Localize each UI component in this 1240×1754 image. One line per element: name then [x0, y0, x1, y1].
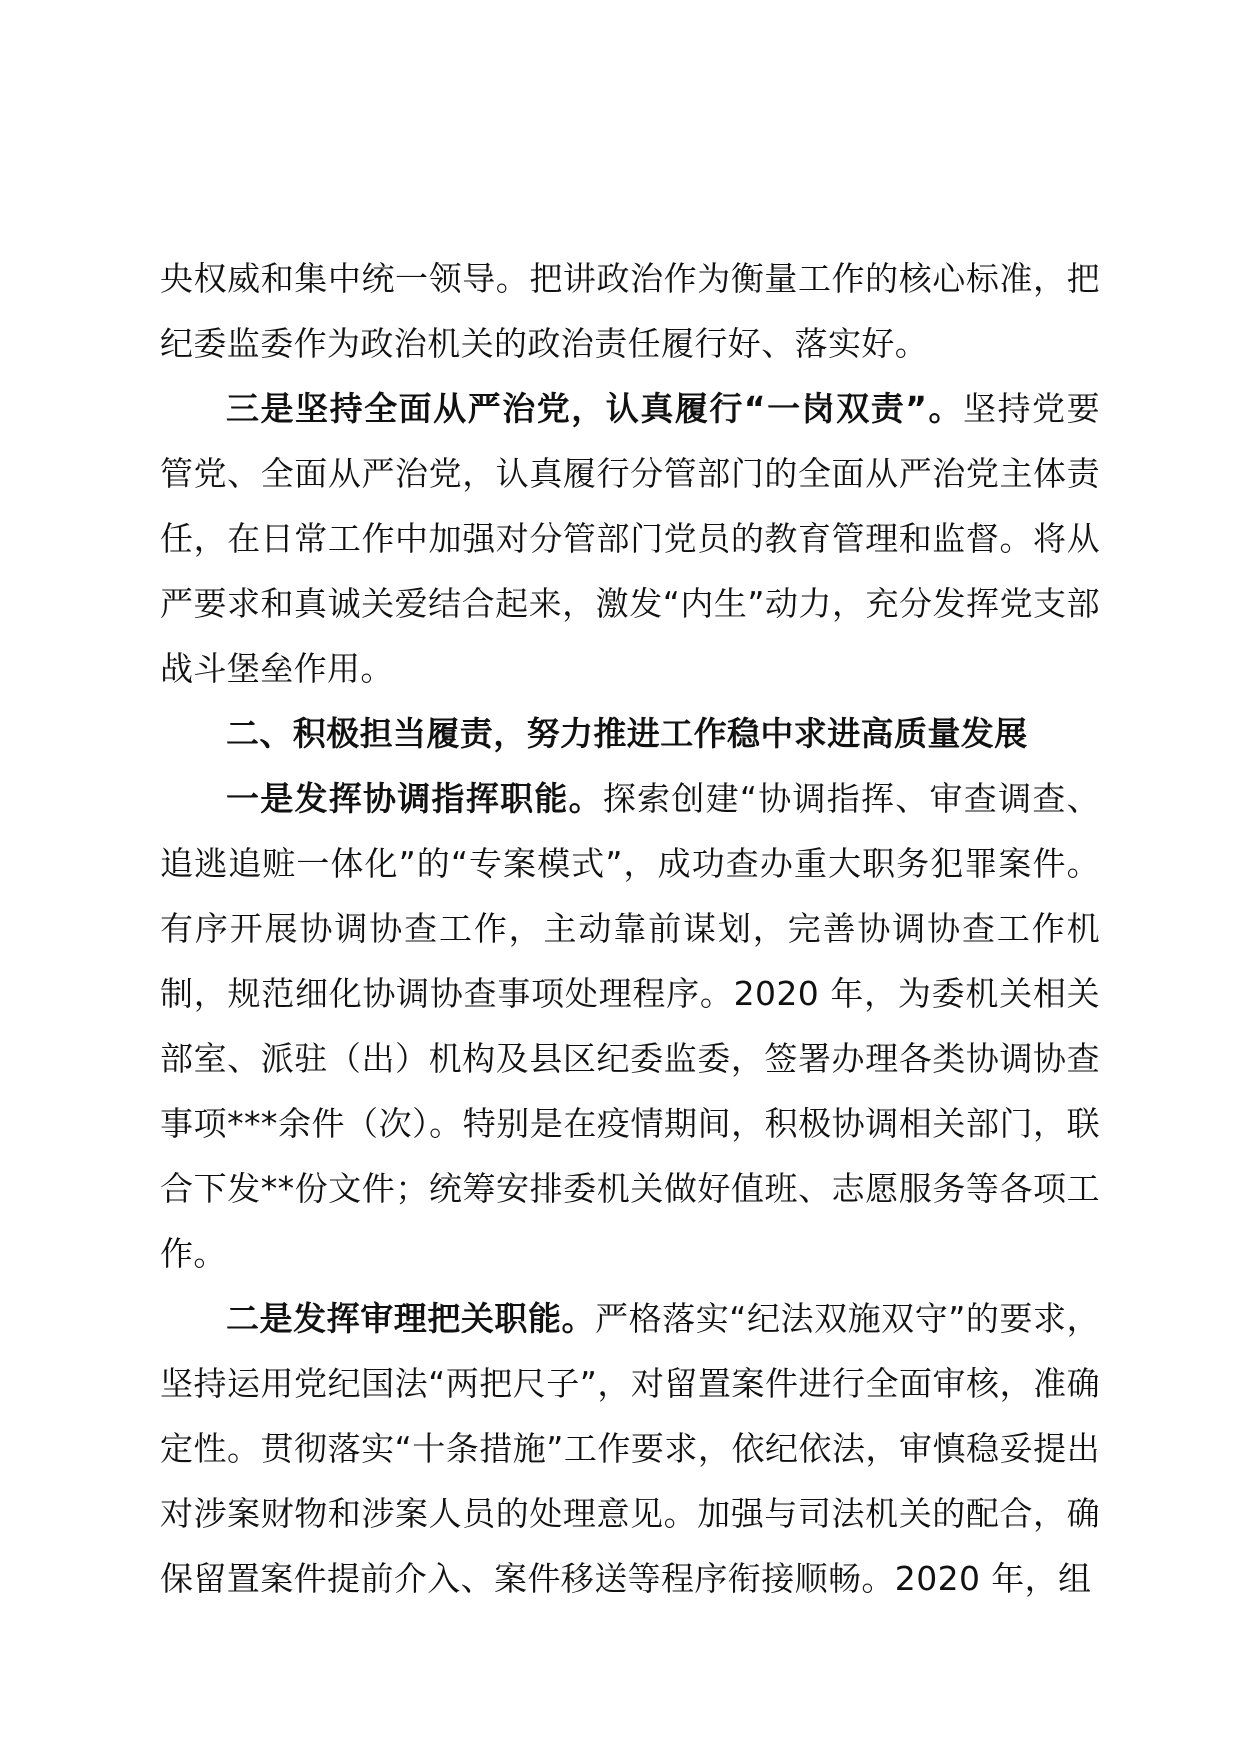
section-heading-two: [160, 701, 1100, 766]
paragraph-lead: 二是发挥审理把关职能。: [226, 1299, 596, 1338]
section-heading-text: 二、积极担当履责，努力推进工作稳中求进高质量发展: [226, 714, 1028, 753]
document-body: [160, 246, 1100, 1611]
paragraph-lead: 三是坚持全面从严治党，认真履行“一岗双责”。: [226, 389, 963, 428]
paragraph-point-three: [160, 376, 1100, 701]
paragraph-text: 央权威和集中统一领导。把讲政治作为衡量工作的核心标准，把纪委监委作为政治机关的政治责任履行好、落实好。: [160, 259, 1100, 363]
paragraph-text: 坚持党要管党、全面从严治党，认真履行分管部门的全面从严治党主体责任，在日常工作中加强对分管部门党员的教育管理和监督。将从严要求和真诚关爱结合起来，激发“内生”动力，充分发挥党支部战斗堡垒作用。: [160, 389, 1100, 688]
paragraph-lead: 一是发挥协调指挥职能。: [226, 779, 603, 818]
paragraph-continuation: [160, 246, 1100, 376]
paragraph-point-two: [160, 1286, 1100, 1611]
paragraph-text: 探索创建“协调指挥、审查调查、追逃追赃一体化”的“专案模式”，成功查办重大职务犯罪案件。有序开展协调协查工作，主动靠前谋划，完善协调协查工作机制，规范细化协调协查事项处理程序。2020 年，为委机关相关部室、派驻（出）机构及县区纪委监委，签署办理各类协调协查事项***余件（次）。特别是在疫情期间，积极协调相关部门，联合下发**份文件；统筹安排委机关做好值班、志愿服务等各项工作。: [160, 779, 1100, 1273]
paragraph-point-one: [160, 766, 1100, 1286]
paragraph-text: 严格落实“纪法双施双守”的要求，坚持运用党纪国法“两把尺子”，对留置案件进行全面审核，准确定性。贯彻落实“十条措施”工作要求，依纪依法，审慎稳妥提出对涉案财物和涉案人员的处理意见。加强与司法机关的配合，确保留置案件提前介入、案件移送等程序衔接顺畅。2020 年，组: [160, 1299, 1100, 1598]
